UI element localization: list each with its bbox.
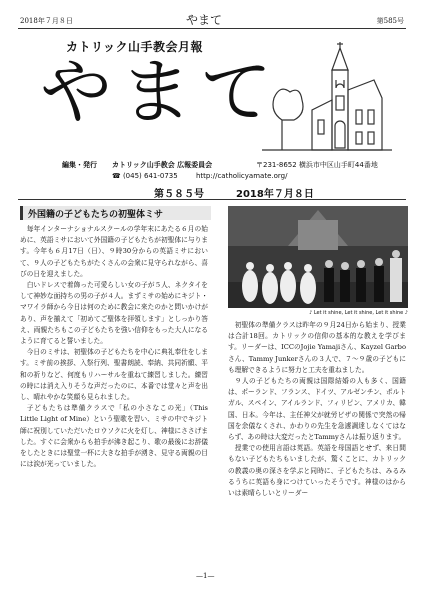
article-paragraph: 授業での使用言語は英語。英語を母国語とせず、来日間もない子どもたちもいましたが、驚くことに、カトリックの教義の奥の深さを学ぶと同時に、子どもたちは、みるみるうちに英語も身につけていったそうです。神様のはからいは素晴らしいとリーダー xyxy=(228,444,406,498)
address: 〒231-8652 横浜市中区山手町44番地 xyxy=(256,161,378,169)
phone-number: ☎ (045) 641-0735 xyxy=(112,172,178,180)
article-right-column xyxy=(228,320,406,499)
issue-date: 2018年７月８日 xyxy=(236,189,314,200)
first-communion-photo xyxy=(228,206,408,308)
photo-caption: ♪ Let it shine, Let it shine, Let it shine ♪ xyxy=(309,310,408,316)
header-date: 2018年７月８日 xyxy=(20,17,73,25)
editor-label: 編集・発行 xyxy=(62,161,97,169)
article-paragraph: 初聖体の準備クラスは昨年の９月24日から始まり、授業は合計18回。カトリックの信仰の基本的な教えを学びます。リーダーは、ICCのJojie Yamajiさん、Kayzel Garboさん、Tammy Junkerさんの３人で、７～９歳の子どもにも理解できるように努力と工夫を重ねました。 xyxy=(228,321,406,374)
issue-number: 第５８５号 xyxy=(154,189,204,200)
masthead-title: やまて xyxy=(40,50,281,134)
page-number: —1— xyxy=(196,572,215,580)
masthead-divider xyxy=(18,199,406,200)
article-paragraph: ９人の子どもたちの両親は国際結婚の人も多く、国籍は、ポーランド、フランス、ドイツ、アルゼンチン、ポルトガル、スペイン、アイルランド、フィリピン、アメリカ、韓国、日本。今年は、主任神父が就労ビザの関係で突然の帰国を余儀なくされ、かわりの先生を急遽調達しなくてはならず、あの時は大変だったとTammyさんは振り返ります。 xyxy=(228,377,407,442)
article-left-column xyxy=(20,224,208,470)
header-divider xyxy=(18,28,406,29)
website-link[interactable]: http://catholicyamate.org/ xyxy=(196,172,288,180)
article-paragraph: 子どもたちは準備クラスで「私の小さなこの光」（This Little Light of Mine）という聖歌を習い、ミサの中でキジト師に祝別していただいたロウソクに火を灯し、神様にささげました。すぐに会衆からも拍手が沸き起こり、歌の最後にお辞儀をしたときには聖堂一杯に大きな拍手が湧き、見守る両親の目には涙が光っていました。 xyxy=(20,404,208,469)
church-illustration-icon xyxy=(262,40,392,160)
masthead-subtitle: カトリック山手教会月報 xyxy=(66,40,204,54)
header-issue-number: 第585号 xyxy=(376,17,404,25)
article-paragraph: 白いドレスで着飾った可愛らしい女の子が５人、ネクタイをして神妙な面持ちの男の子が４人。まずミサの始めにキジト・マワイラ師から今日は何のために教会に来たのかと問いかけがあり、声を揃えて「初めてご聖体を拝領します」としっかり答え、両親たちもこの子どもたちを強い信仰をもった大人になるように育てると誓いました。 xyxy=(20,281,208,346)
article-title: 外国籍の子どもたちの初聖体ミサ xyxy=(28,210,164,220)
header-title: やまて xyxy=(186,13,223,27)
editor-name: カトリック山手教会 広報委員会 xyxy=(112,161,213,169)
article-paragraph: 毎年インターナショナルスクールの学年末にあたる６月の始めに、英語ミサにおいて外国籍の子どもたちが初聖体に与ります。今年も６月17日（日）、９時30分からの英語ミサにおいて、９人の子どもたちがたくさんの会衆に見守られながら、喜びの日を迎えました。 xyxy=(20,225,208,278)
article-paragraph: 今日のミサは、初聖体の子どもたちを中心に典礼奉仕をします。ミサ前の挨拶、入祭行列、聖書朗読、奉納、共同祈願、平和の祈りなど、何度もリハーサルを重ねて練習しました。練習の時には消え入りそうな声だったのに、本番では堂々と声を出し、晴れやかな笑顔も見られました。 xyxy=(20,348,208,402)
